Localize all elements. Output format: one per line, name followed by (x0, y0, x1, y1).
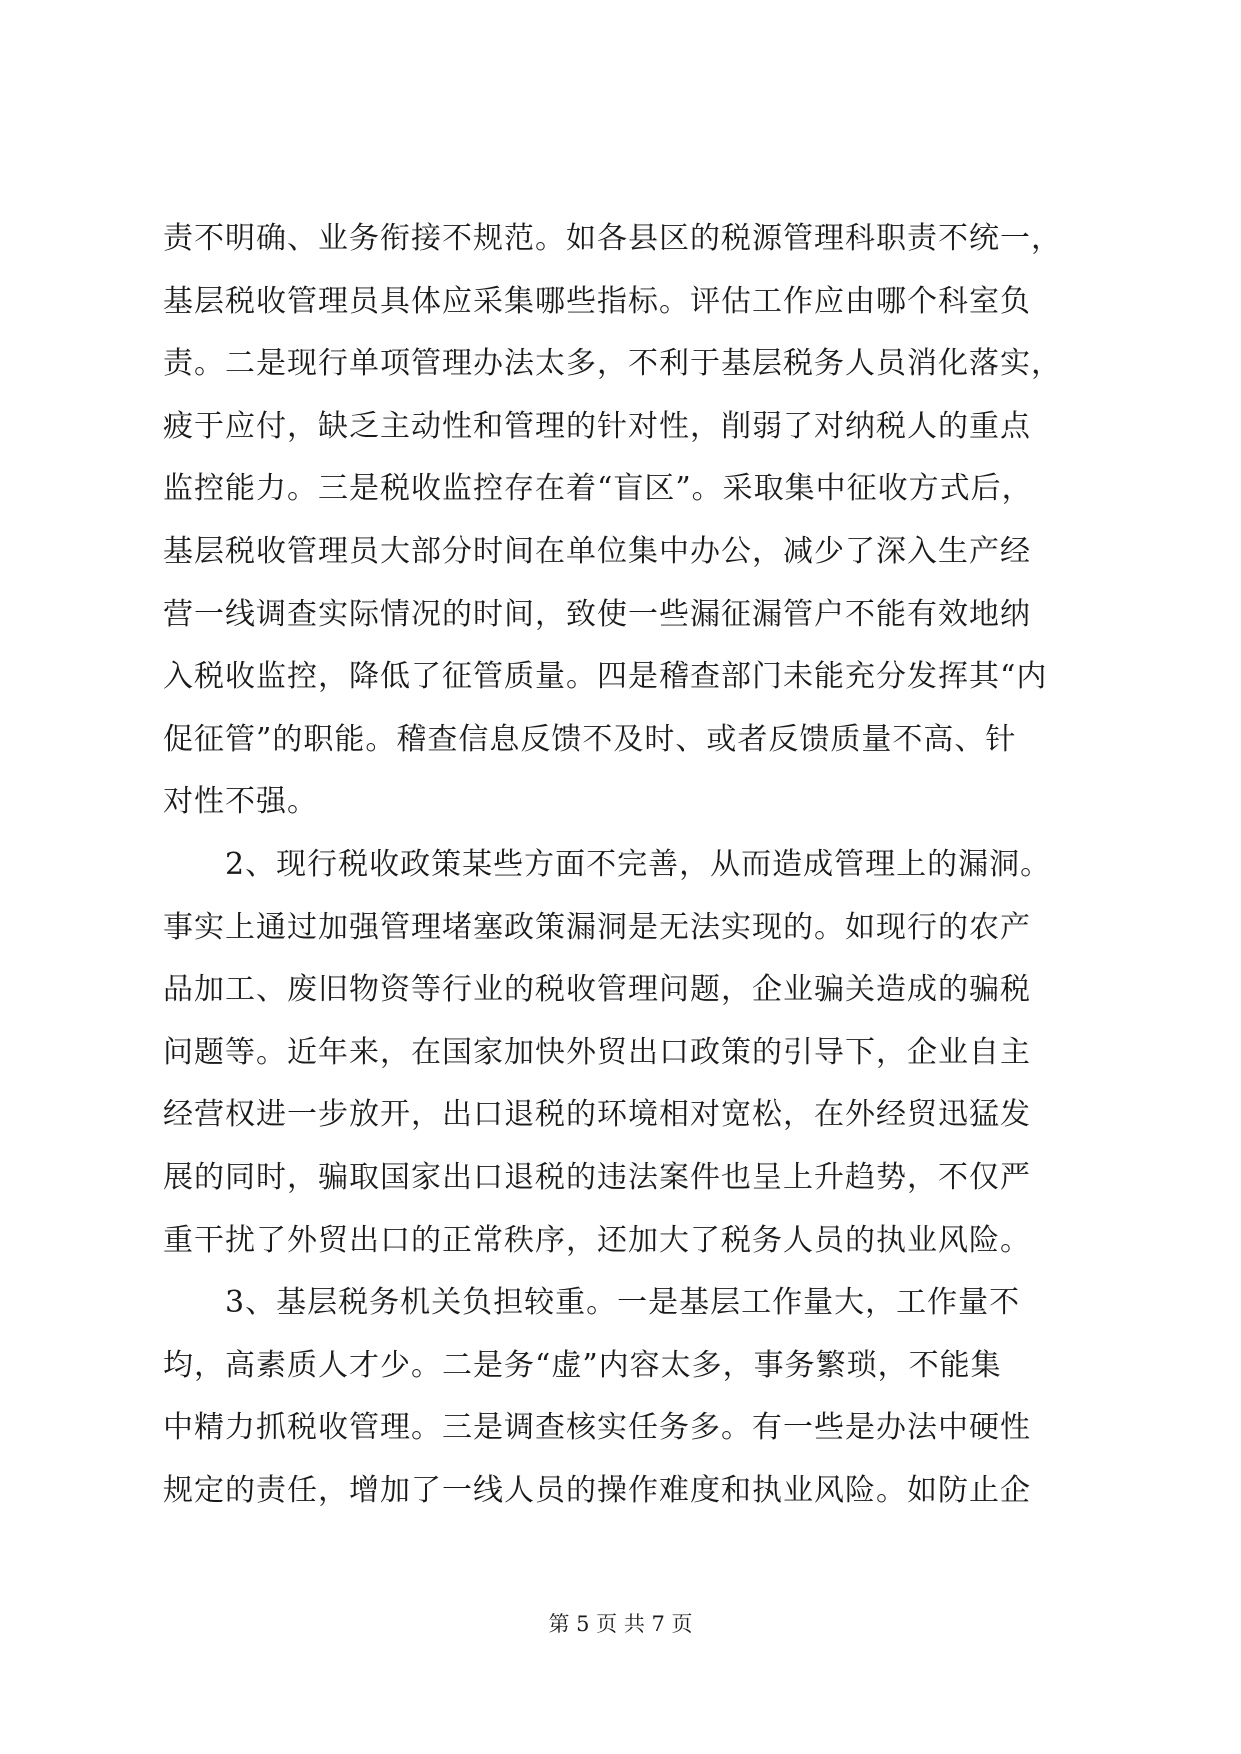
text-line: 规定的责任，增加了一线人员的操作难度和执业风险。如防止企 (163, 1472, 1031, 1508)
text-line: 展的同时，骗取国家出口退税的违法案件也呈上升趋势，不仅严 (163, 1159, 1031, 1195)
text-line: 基层税收管理员大部分时间在单位集中办公，减少了深入生产经 (163, 533, 1031, 569)
text-line: 基层税收管理员具体应采集哪些指标。评估工作应由哪个科室负 (163, 283, 1031, 319)
text-line: 入税收监控，降低了征管质量。四是稽查部门未能充分发挥其“内 (163, 659, 1048, 695)
text-line: 事实上通过加强管理堵塞政策漏洞是无法实现的。如现行的农产 (163, 909, 1031, 945)
text-line: 促征管”的职能。稽查信息反馈不及时、或者反馈质量不高、针 (163, 721, 1017, 757)
body-text (163, 208, 1083, 1522)
text-line: 重干扰了外贸出口的正常秩序，还加大了税务人员的执业风险。 (163, 1222, 1031, 1258)
text-line: 3、基层税务机关负担较重。一是基层工作量大，工作量不 (163, 1285, 1021, 1321)
text-line: 2、现行税收政策某些方面不完善，从而造成管理上的漏洞。 (163, 846, 1052, 882)
text-line: 品加工、废旧物资等行业的税收管理问题，企业骗关造成的骗税 (163, 972, 1031, 1008)
text-line: 均，高素质人才少。二是务“虚”内容太多，事务繁琐，不能集 (163, 1347, 1002, 1383)
text-line: 问题等。近年来，在国家加快外贸出口政策的引导下，企业自主 (163, 1034, 1031, 1070)
page-number: 第 5 页 共 7 页 (548, 1612, 693, 1636)
text-line: 疲于应付，缺乏主动性和管理的针对性，削弱了对纳税人的重点 (163, 408, 1031, 444)
text-line: 监控能力。三是税收监控存在着“盲区”。采取集中征收方式后， (163, 471, 1033, 507)
text-line: 中精力抓税收管理。三是调查核实任务多。有一些是办法中硬性 (163, 1410, 1031, 1446)
text-line: 营一线调查实际情况的时间，致使一些漏征漏管户不能有效地纳 (163, 596, 1031, 632)
page-footer (0, 1608, 1241, 1638)
text-line: 对性不强。 (163, 784, 318, 820)
text-line: 责不明确、业务衔接不规范。如各县区的税源管理科职责不统一， (163, 221, 1062, 256)
text-line: 责。二是现行单项管理办法太多，不利于基层税务人员消化落实， (163, 346, 1062, 382)
text-line: 经营权进一步放开，出口退税的环境相对宽松，在外经贸迅猛发 (163, 1097, 1031, 1133)
